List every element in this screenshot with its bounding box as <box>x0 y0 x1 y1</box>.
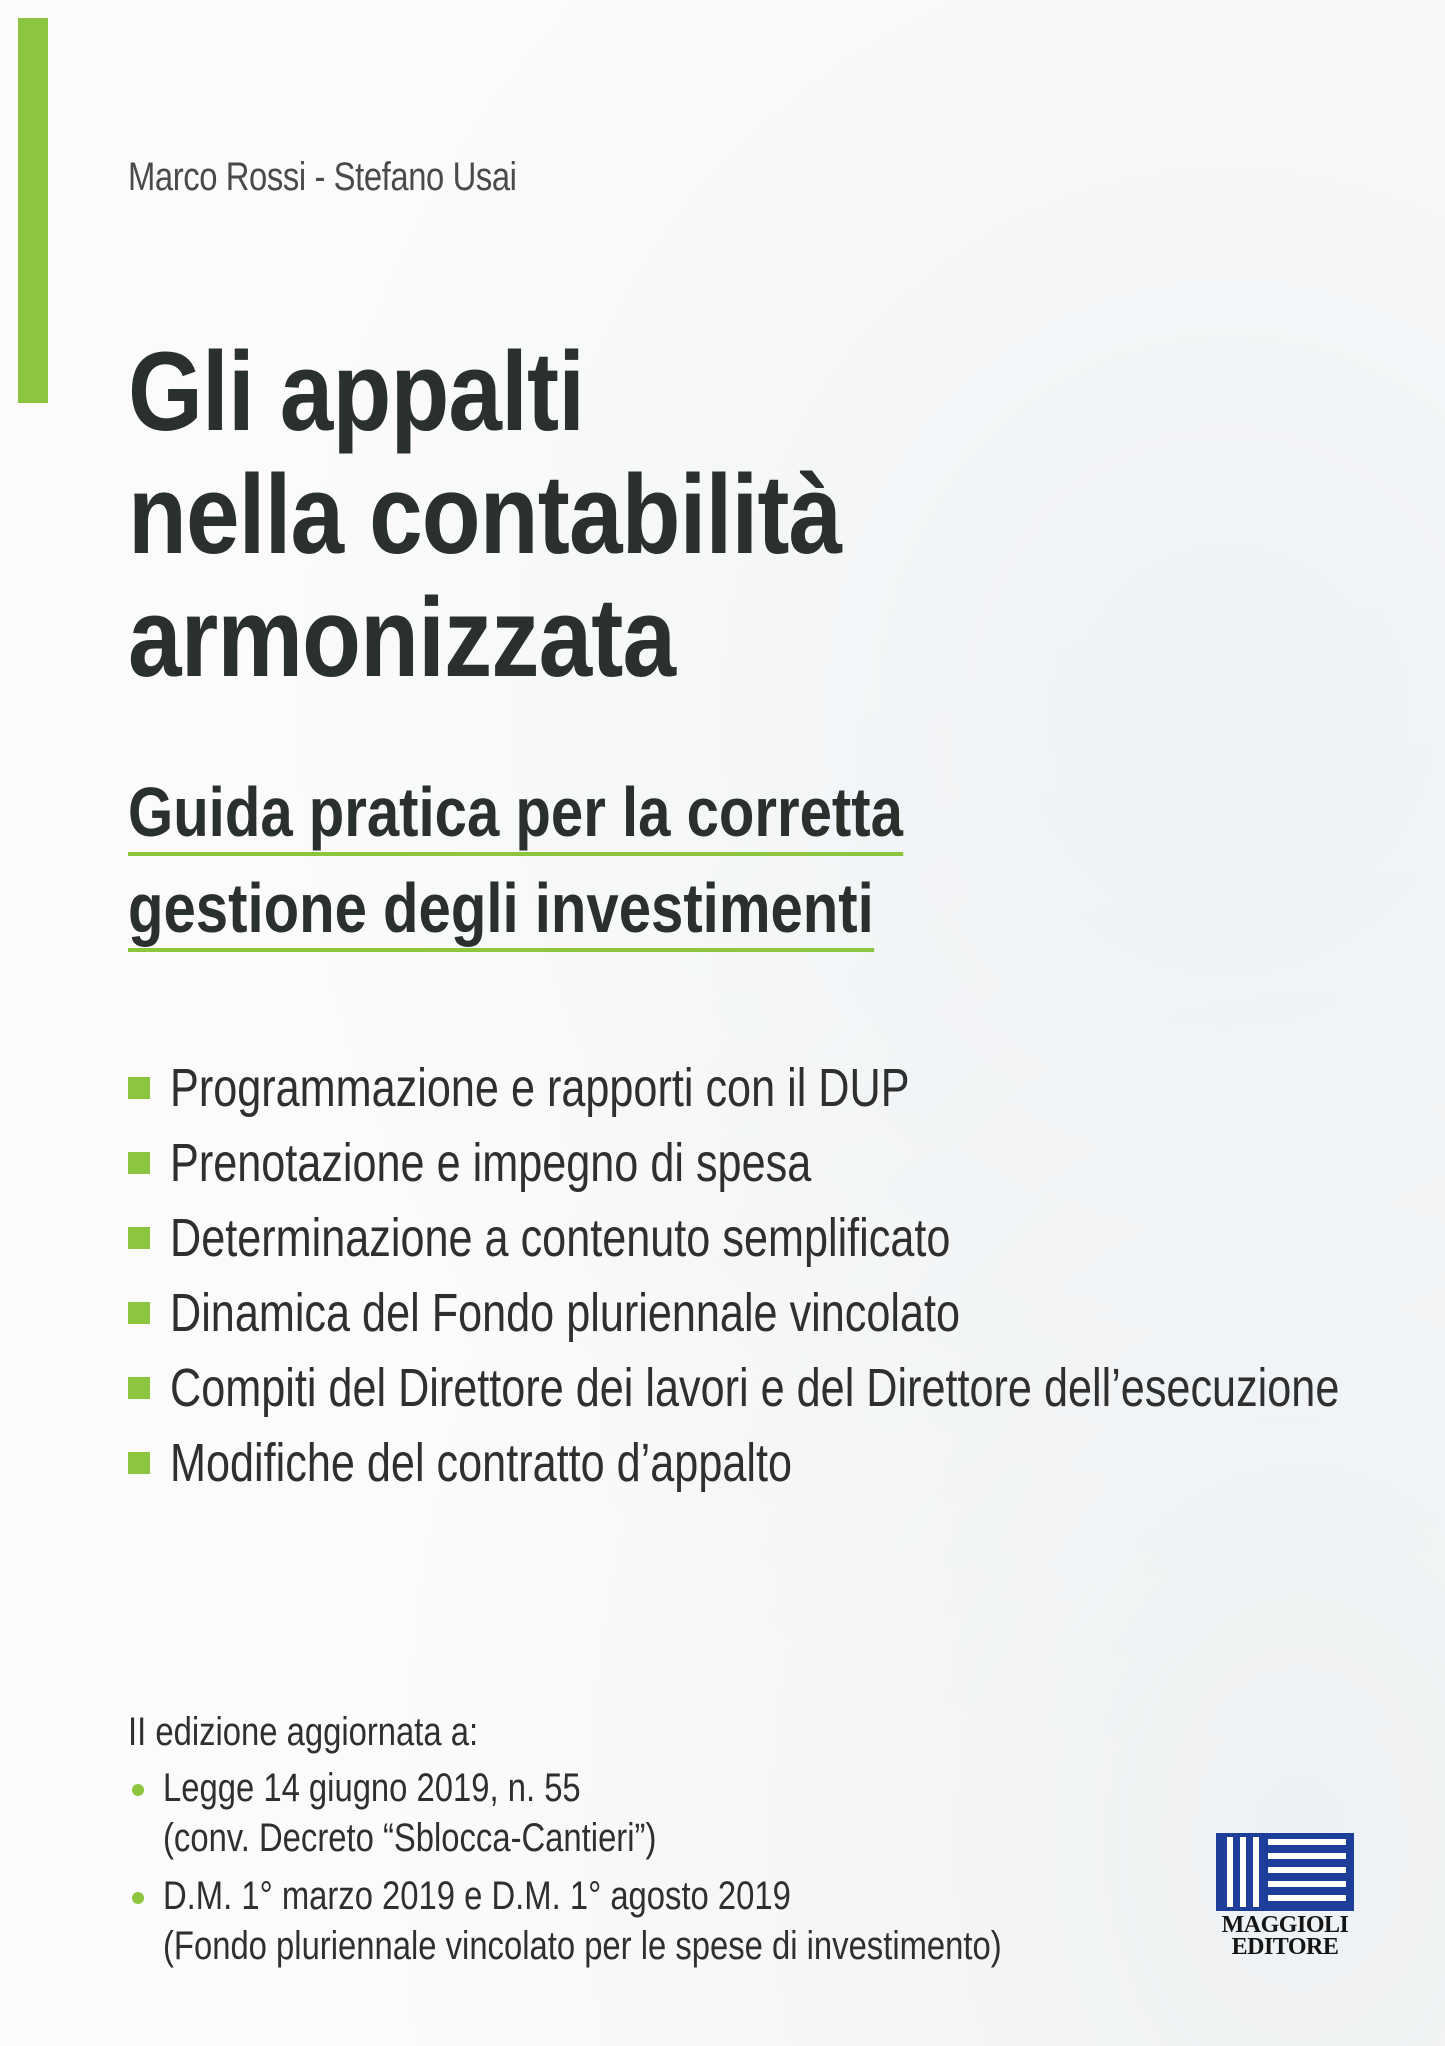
feature-text: Modifiche del contratto d’appalto <box>170 1432 792 1493</box>
green-dot-icon <box>132 1892 144 1904</box>
green-square-bullet-icon <box>128 1377 150 1399</box>
book-subtitle <box>128 772 903 964</box>
feature-item <box>128 1050 1445 1125</box>
feature-text: Programmazione e rapporti con il DUP <box>170 1057 910 1118</box>
edition-info <box>128 1710 1186 1974</box>
green-square-bullet-icon <box>128 1227 150 1249</box>
publisher-name: MAGGIOLI <box>1221 1912 1349 1938</box>
maggioli-logo-mark-icon <box>1216 1833 1354 1911</box>
feature-text: Determinazione a contenuto semplificato <box>170 1207 951 1268</box>
title-line: nella contabilità <box>128 452 842 577</box>
title-line: Gli appalti <box>128 329 585 454</box>
update-note: (Fondo pluriennale vincolato per le spese di investimento) <box>163 1924 1002 1968</box>
update-note: (conv. Decreto “Sblocca-Cantieri”) <box>163 1816 657 1860</box>
publisher-label: EDITORE <box>1231 1934 1339 1960</box>
subtitle-line: gestione degli investimenti <box>128 868 874 952</box>
green-square-bullet-icon <box>128 1302 150 1324</box>
feature-item <box>128 1200 1445 1275</box>
publisher-logo <box>1212 1833 1358 1960</box>
authors: Marco Rossi - Stefano Usai <box>128 155 517 199</box>
feature-text: Compiti del Direttore dei lavori e del Direttore dell’esecuzione <box>170 1357 1340 1418</box>
update-line: Legge 14 giugno 2019, n. 55 <box>163 1766 581 1810</box>
feature-text: Prenotazione e impegno di spesa <box>170 1132 812 1193</box>
feature-item <box>128 1125 1445 1200</box>
edition-update <box>128 1766 1186 1866</box>
update-line: D.M. 1° marzo 2019 e D.M. 1° agosto 2019 <box>163 1874 791 1918</box>
feature-item <box>128 1425 1445 1500</box>
book-title <box>128 330 841 699</box>
green-accent-bar <box>18 18 48 403</box>
subtitle-line: Guida pratica per la corretta <box>128 772 903 856</box>
feature-text: Dinamica del Fondo pluriennale vincolato <box>170 1282 961 1343</box>
edition-update <box>128 1874 1186 1974</box>
green-dot-icon <box>132 1784 144 1796</box>
feature-item <box>128 1350 1445 1425</box>
green-square-bullet-icon <box>128 1452 150 1474</box>
edition-heading: II edizione aggiornata a: <box>128 1710 479 1754</box>
green-square-bullet-icon <box>128 1077 150 1099</box>
feature-list <box>128 1050 1445 1500</box>
green-square-bullet-icon <box>128 1152 150 1174</box>
title-line: armonizzata <box>128 575 676 700</box>
feature-item <box>128 1275 1445 1350</box>
